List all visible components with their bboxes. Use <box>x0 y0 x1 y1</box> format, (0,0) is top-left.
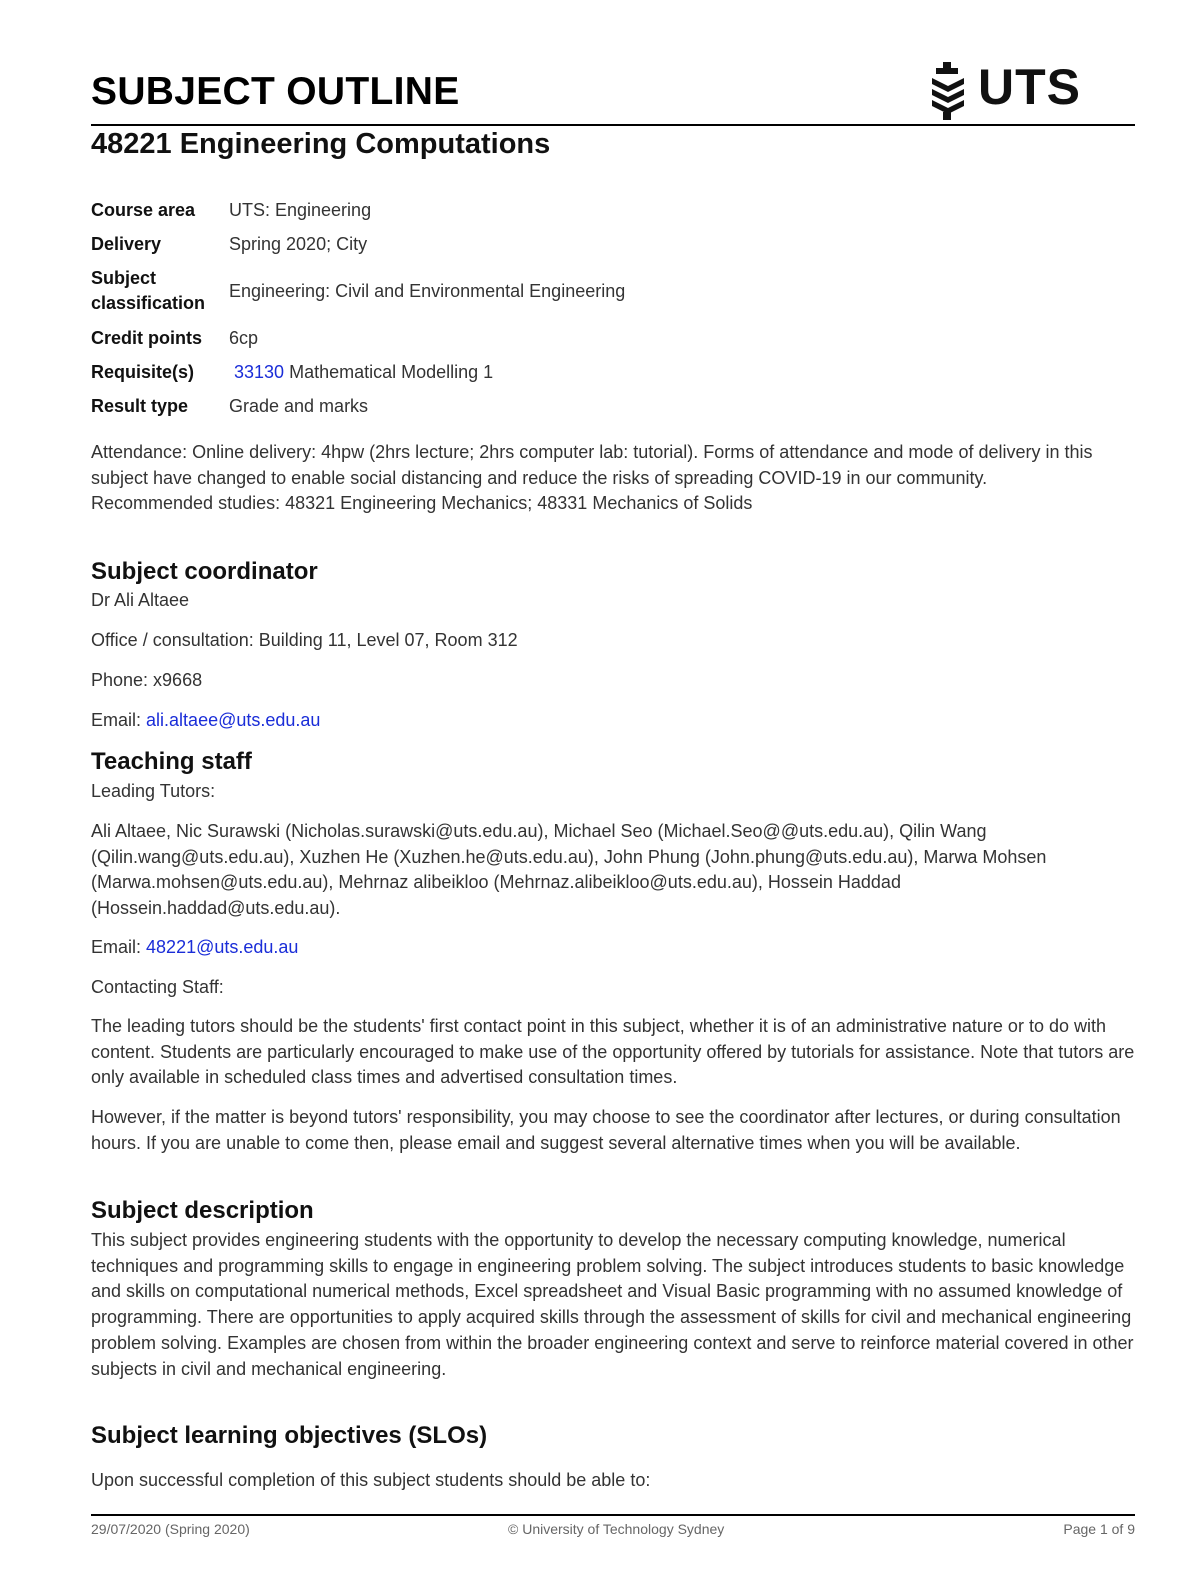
meta-label-line: classification <box>91 293 206 313</box>
subject-description-heading: Subject description <box>91 1197 314 1224</box>
coordinator-heading: Subject coordinator <box>91 558 318 585</box>
meta-row-requisites <box>91 355 625 389</box>
footer-page-number: Page 1 of 9 <box>1063 1521 1135 1537</box>
tutors-list: Ali Altaee, Nic Surawski (Nicholas.surawski@uts.edu.au), Michael Seo (Michael.Seo@@uts.edu.au), Qilin Wang (Qilin.wang@uts.edu.au), Xuzhen He (Xuzhen.he@uts.edu.au), John Phung (John.phung@uts.edu.au), Marwa Mohsen (Marwa.mohsen@uts.edu.au), Mehrnaz alibeikloo (Mehrnaz.alibeikloo@uts.edu.au), Hossein Haddad (Hossein.haddad@uts.edu.au). <box>91 821 1047 919</box>
document-title: SUBJECT OUTLINE <box>91 70 460 113</box>
subject-title: 48221 Engineering Computations <box>91 128 551 160</box>
coordinator-email-line <box>91 708 1135 734</box>
requisite-code-link[interactable]: 33130 <box>234 361 285 382</box>
footer-copyright: © University of Technology Sydney <box>508 1521 725 1537</box>
meta-value: Grade and marks <box>229 395 369 416</box>
uts-crest-icon <box>926 62 970 120</box>
meta-value <box>229 355 625 389</box>
meta-label: Delivery <box>91 233 162 254</box>
meta-value: Engineering: Civil and Environmental Engineering <box>229 280 626 301</box>
requisite-name: Mathematical Modelling 1 <box>289 361 494 382</box>
meta-row-delivery <box>91 227 625 261</box>
teaching-email-line <box>91 935 1135 961</box>
title-divider <box>91 124 1135 126</box>
coordinator-phone: Phone: x9668 <box>91 670 203 690</box>
meta-label: Requisite(s) <box>91 361 195 382</box>
attendance-section <box>91 440 1135 517</box>
meta-label-line: Subject <box>91 268 157 288</box>
meta-row-result-type <box>91 389 625 423</box>
meta-label: Result type <box>91 395 189 416</box>
recommended-studies: Recommended studies: 48321 Engineering Mechanics; 48331 Mechanics of Solids <box>91 493 753 514</box>
slos-heading: Subject learning objectives (SLOs) <box>91 1422 488 1449</box>
meta-label: Course area <box>91 199 196 220</box>
attendance-text: Attendance: Online delivery: 4hpw (2hrs lecture; 2hrs computer lab: tutorial). Forms of attendance and mode of delivery in this subject have changed to enable social distancing and reduce the risks of spreading COVID-19 in our community. <box>91 442 1093 488</box>
uts-logo <box>926 59 1096 120</box>
coordinator-email-link[interactable]: ali.altaee@uts.edu.au <box>146 710 321 730</box>
meta-label: Credit points <box>91 327 202 348</box>
footer-divider <box>91 1514 1135 1516</box>
meta-value: 6cp <box>229 327 259 348</box>
meta-label <box>91 261 229 321</box>
contacting-paragraph-1: The leading tutors should be the students' first contact point in this subject, whether it is of an administrative nature or to do with content. Students are particularly encouraged to make use of the opportunity offered by tutorials for assistance. Note that tutors are only available in scheduled class times and advertised consultation times. <box>91 1016 1135 1088</box>
coordinator-name: Dr Ali Altaee <box>91 590 190 610</box>
contacting-paragraph-2: However, if the matter is beyond tutors' responsibility, you may choose to see the coordinator after lectures, or during consultation hours. If you are unable to come then, please email and suggest several alternative times when you will be available. <box>91 1107 1121 1153</box>
uts-logo-text: UTS <box>978 59 1081 115</box>
contacting-staff-label: Contacting Staff: <box>91 977 224 997</box>
meta-row-classification <box>91 261 625 321</box>
teaching-staff-heading: Teaching staff <box>91 748 252 775</box>
meta-value: Spring 2020; City <box>229 233 368 254</box>
meta-row-credit-points <box>91 321 625 355</box>
leading-tutors-label: Leading Tutors: <box>91 781 216 801</box>
coordinator-office: Office / consultation: Building 11, Level 07, Room 312 <box>91 630 518 650</box>
footer-date: 29/07/2020 (Spring 2020) <box>91 1521 250 1537</box>
subject-description-text: This subject provides engineering students with the opportunity to develop the necessary computing knowledge, numerical techniques and programming skills to engage in engineering problem solving. The subject introduces students to basic knowledge and skills on computational numerical methods, Excel spreadsheet and Visual Basic programming with no assumed knowledge of programming. There are opportunities to apply acquired skills through the assessment of skills for civil and mechanical engineering problem solving. Examples are chosen from within the broader engineering context and serve to reinforce material covered in other subjects in civil and mechanical engineering. <box>91 1230 1134 1379</box>
slos-intro: Upon successful completion of this subject students should be able to: <box>91 1470 651 1490</box>
meta-row-course-area <box>91 193 625 227</box>
subject-meta-table <box>91 193 625 423</box>
email-label: Email: <box>91 710 142 730</box>
meta-value: UTS: Engineering <box>229 199 372 220</box>
email-label: Email: <box>91 937 142 957</box>
teaching-email-link[interactable]: 48221@uts.edu.au <box>146 937 299 957</box>
